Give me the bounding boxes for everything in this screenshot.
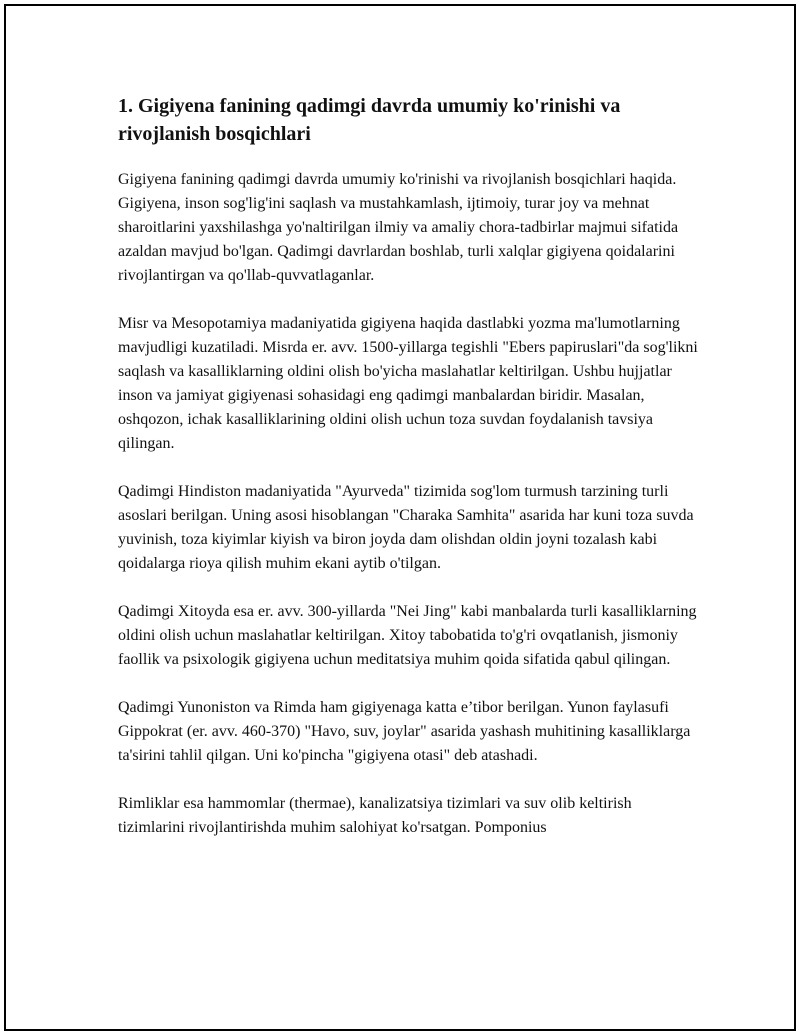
document-body [118, 92, 698, 864]
paragraph-intro: Gigiyena fanining qadimgi davrda umumiy ko'rinishi va rivojlanish bosqichlari haqida. Gigiyena, inson sog'lig'ini saqlash va mustahkamlash, ijtimoiy, turar joy va mehnat sharoitlarini yaxshilashga yo'naltirilgan ilmiy va amaliy chora-tadbirlar majmui sifatida azaldan mavjud bo'lgan. Qadimgi davrlardan boshlab, turli xalqlar gigiyena qoidalarini rivojlantirgan va qo'llab-quvvatlaganlar. [118, 171, 679, 284]
paragraph-india: Qadimgi Hindiston madaniyatida "Ayurveda" tizimida sog'lom turmush tarzining turli asoslari berilgan. Uning asosi hisoblangan "Charaka Samhita" asarida har kuni toza suvda yuvinish, toza kiyimlar kiyish va biron joyda dam olishdan oldin joyni tozalash kabi qoidalarga rioya qilish muhim ekani aytib o'tilgan. [118, 483, 694, 572]
paragraph-china: Qadimgi Xitoyda esa er. avv. 300-yillarda "Nei Jing" kabi manbalarda turli kasalliklarning oldini olish uchun maslahatlar keltirilgan. Xitoy tabobatida to'g'ri ovqatlanish, jismoniy faollik va psixologik gigiyena uchun meditatsiya muhim qoida sifatida qabul qilingan. [118, 603, 697, 668]
section-heading: 1. Gigiyena fanining qadimgi davrda umumiy ko'rinishi va rivojlanish bosqichlari [118, 95, 621, 145]
paragraph-romans: Rimliklar esa hammomlar (thermae), kanalizatsiya tizimlari va suv olib keltirish tizimlarini rivojlantirishda muhim salohiyat ko'rsatgan. Pomponius [118, 795, 632, 836]
paragraph-greece-rome: Qadimgi Yunoniston va Rimda ham gigiyenaga katta e’tibor berilgan. Yunon faylasufi Gippokrat (er. avv. 460-370) "Havo, suv, joylar" asarida yashash muhitining kasalliklarga ta'sirini tahlil qilgan. Uni ko'pincha "gigiyena otasi" deb atashadi. [118, 699, 691, 764]
paragraph-egypt-mesopotamia: Misr va Mesopotamiya madaniyatida gigiyena haqida dastlabki yozma ma'lumotlarning mavjudligi kuzatiladi. Misrda er. avv. 1500-yillarga tegishli "Ebers papiruslari"da sog'likni saqlash va kasalliklarning oldini olish bo'yicha maslahatlar keltirilgan. Ushbu hujjatlar inson va jamiyat gigiyenasi sohasidagi eng qadimgi manbalardan biridir. Masalan, oshqozon, ichak kasalliklarining oldini olish uchun toza suvdan foydalanish tavsiya qilingan. [118, 315, 698, 452]
